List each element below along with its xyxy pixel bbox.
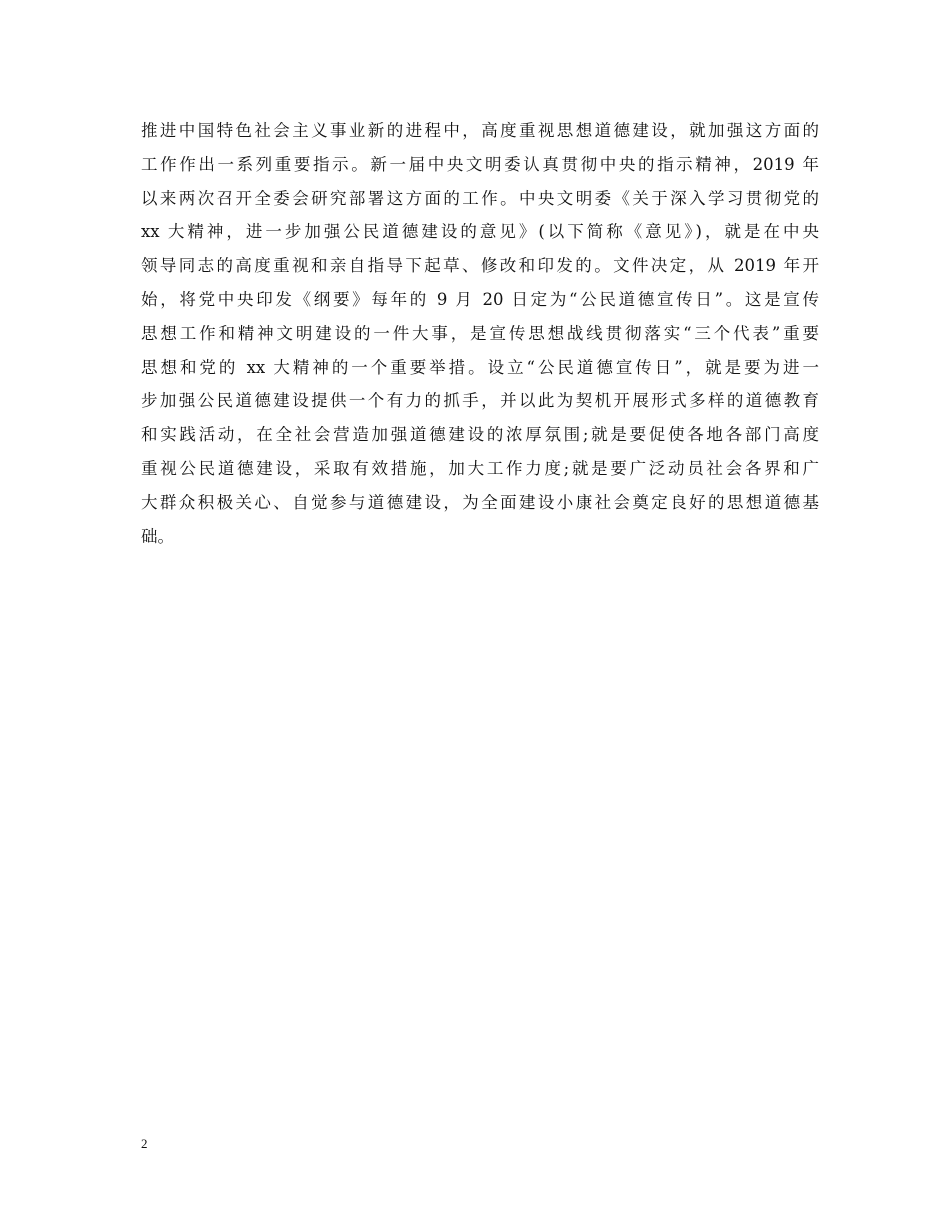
body-paragraph [141,114,819,553]
paragraph-line: xx 大精神，进一步加强公民道德建设的意见》(以下简称《意见》)，就是在中央 [141,222,819,242]
paragraph-line: 重视公民道德建设，采取有效措施，加大工作力度;就是要广泛动员社会各界和广 [141,458,819,478]
paragraph-line: 思想和党的 xx 大精神的一个重要举措。设立“公民道德宣传日”，就是要为进一 [141,357,819,377]
paragraph-line: 础。 [141,526,174,546]
paragraph-line: 步加强公民道德建设提供一个有力的抓手，并以此为契机开展形式多样的道德教育 [141,391,819,411]
paragraph-line: 和实践活动，在全社会营造加强道德建设的浓厚氛围;就是要促使各地各部门高度 [141,425,819,445]
paragraph-line: 工作作出一系列重要指示。新一届中央文明委认真贯彻中央的指示精神，2019 年 [141,154,819,174]
paragraph-line: 始，将党中央印发《纲要》每年的 9 月 20 日定为“公民道德宣传日”。这是宣传 [141,289,819,309]
paragraph-line: 领导同志的高度重视和亲自指导下起草、修改和印发的。文件决定，从 2019 年开 [141,256,819,276]
paragraph-line: 大群众积极关心、自觉参与道德建设，为全面建设小康社会奠定良好的思想道德基 [141,492,819,512]
paragraph-line: 以来两次召开全委会研究部署这方面的工作。中央文明委《关于深入学习贯彻党的 [141,188,819,208]
paragraph-line: 推进中国特色社会主义事业新的进程中，高度重视思想道德建设，就加强这方面的 [141,121,819,140]
paragraph-line: 思想工作和精神文明建设的一件大事，是宣传思想战线贯彻落实“三个代表”重要 [141,323,819,343]
page-number: 2 [141,1136,148,1151]
